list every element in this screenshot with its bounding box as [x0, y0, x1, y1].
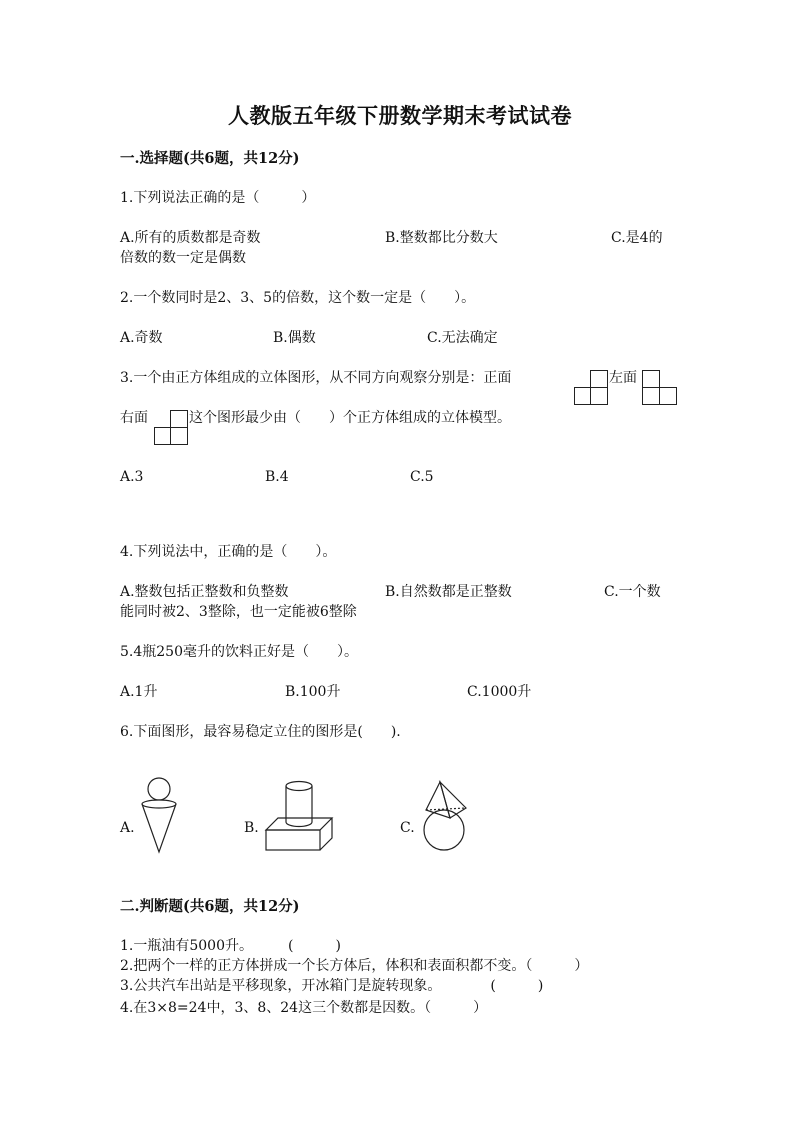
- q2-option-c: C.无法确定: [427, 330, 498, 346]
- q3-stem-part3: 右面: [120, 410, 148, 426]
- q6-stem: 6.下面图形，最容易稳定立住的图形是( ).: [120, 724, 401, 740]
- judge-item-3: 3.公共汽车出站是平移现象，开冰箱门是旋转现象。 ( ): [120, 978, 544, 994]
- cylinder-on-box-figure: [264, 778, 336, 854]
- section-2-heading: 二.判断题(共6题，共12分): [120, 898, 300, 915]
- q4-option-a: A.整数包括正整数和负整数: [120, 584, 289, 600]
- q1-option-c: C.是4的: [611, 230, 663, 246]
- q3-option-c: C.5: [410, 469, 434, 485]
- q6-option-c: C.: [400, 820, 415, 836]
- page-title: 人教版五年级下册数学期末考试试卷: [228, 103, 572, 128]
- right-view-figure: [154, 410, 189, 445]
- q3-option-a: A.3: [120, 469, 144, 485]
- pyramid-on-ball-figure: [420, 780, 470, 856]
- judge-item-4: 4.在3×8=24中，3、8、24这三个数都是因数。（ ）: [120, 1000, 488, 1016]
- q2-option-b: B.偶数: [273, 330, 316, 346]
- left-view-figure: [642, 370, 678, 405]
- q3-stem-part4: 这个图形最少由（ ）个正方体组成的立体模型。: [189, 410, 511, 426]
- q3-option-b: B.4: [265, 469, 289, 485]
- judge-item-1: 1.一瓶油有5000升。 ( ): [120, 938, 341, 954]
- cone-with-ball-figure: [138, 776, 188, 856]
- q5-option-c: C.1000升: [467, 684, 532, 700]
- q4-option-c-continued: 能同时被2、3整除，也一定能被6整除: [120, 604, 357, 620]
- q3-stem-part2: 左面: [609, 370, 637, 386]
- q3-stem-part1: 3.一个由正方体组成的立体图形，从不同方向观察分别是：正面: [120, 370, 512, 386]
- q5-stem: 5.4瓶250毫升的饮料正好是（ ）。: [120, 644, 358, 660]
- q4-option-b: B.自然数都是正整数: [385, 584, 512, 600]
- q1-option-b: B.整数都比分数大: [385, 230, 498, 246]
- q5-option-b: B.100升: [285, 684, 341, 700]
- section-1-heading: 一.选择题(共6题，共12分): [120, 150, 300, 167]
- q4-stem: 4.下列说法中，正确的是（ ）。: [120, 544, 337, 560]
- q6-option-a: A.: [120, 820, 135, 836]
- q2-option-a: A.奇数: [120, 330, 163, 346]
- q1-stem: 1.下列说法正确的是（ ）: [120, 190, 316, 206]
- q4-option-c: C.一个数: [604, 584, 661, 600]
- q5-option-a: A.1升: [120, 684, 158, 700]
- front-view-figure: [574, 370, 608, 405]
- q1-option-a: A.所有的质数都是奇数: [120, 230, 261, 246]
- judge-item-2: 2.把两个一样的正方体拼成一个长方体后，体积和表面积都不变。（ ）: [120, 958, 589, 974]
- q2-stem: 2.一个数同时是2、3、5的倍数，这个数一定是（ ）。: [120, 290, 476, 306]
- q6-option-b: B.: [244, 820, 259, 836]
- q1-option-c-continued: 倍数的数一定是偶数: [120, 250, 246, 266]
